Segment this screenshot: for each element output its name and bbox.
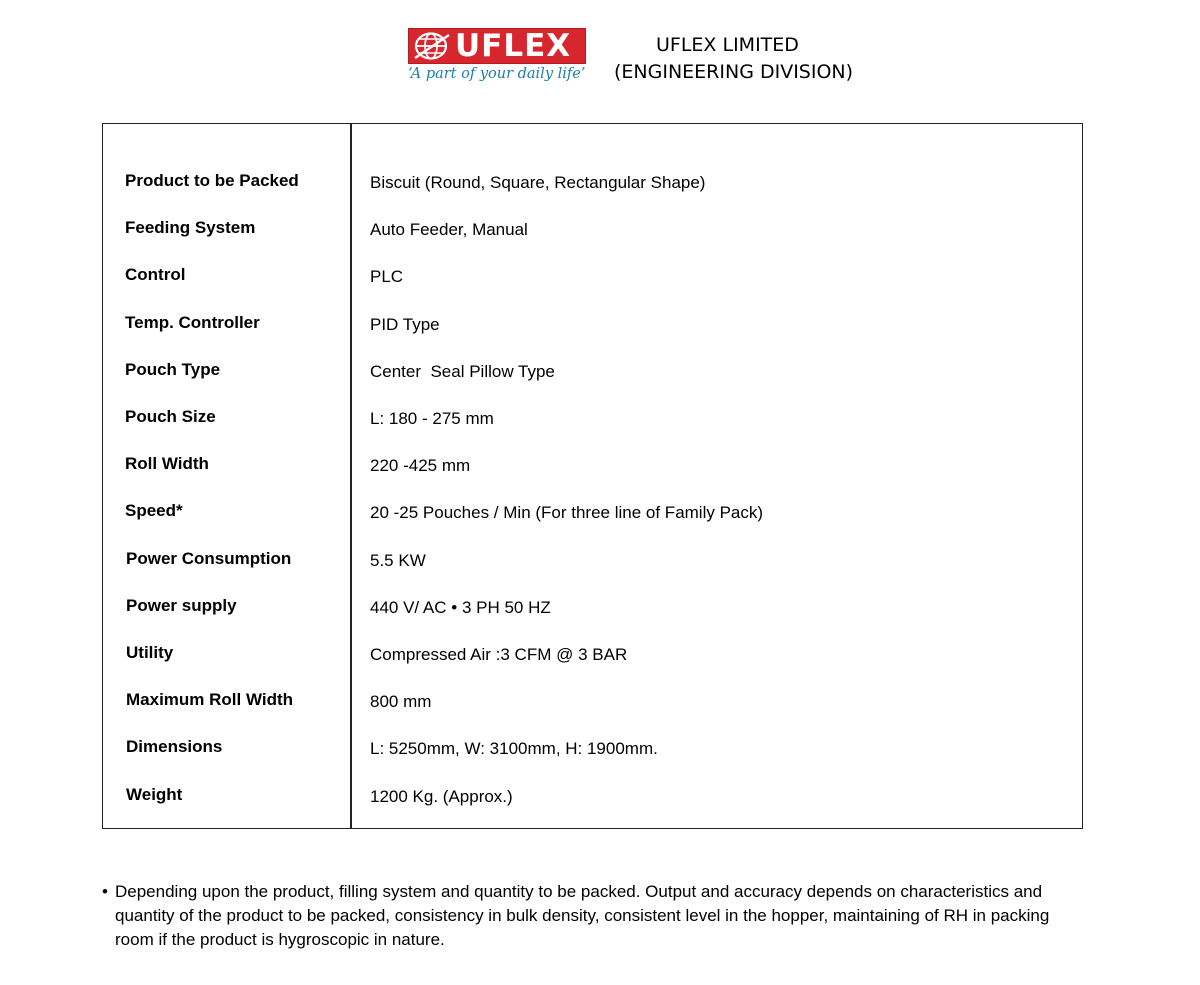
division-name: (ENGINEERING DIVISION)	[614, 61, 854, 83]
spec-value: 1200 Kg. (Approx.)	[370, 786, 513, 806]
spec-label: Power Consumption	[126, 548, 292, 568]
logo-tagline: ‘A part of your daily life’	[408, 66, 586, 82]
spec-value: 440 V/ AC • 3 PH 50 HZ	[370, 597, 551, 617]
spec-label: Power supply	[126, 595, 237, 615]
spec-label: Utility	[126, 643, 174, 662]
spec-label: Pouch Size	[125, 407, 216, 426]
spec-row	[103, 736, 1082, 766]
spec-label: Weight	[126, 784, 183, 804]
spec-value: PID Type	[370, 314, 440, 334]
globe-icon	[413, 31, 451, 61]
spec-value: 220 -425 mm	[370, 456, 471, 476]
spec-row	[103, 170, 1082, 200]
spec-value: L: 5250mm, W: 3100mm, H: 1900mm.	[370, 739, 658, 759]
spec-value: Compressed Air :3 CFM @ 3 BAR	[370, 645, 628, 664]
spec-row	[103, 642, 1082, 672]
spec-row	[103, 264, 1082, 294]
spec-row	[103, 548, 1082, 578]
spec-label: Control	[125, 265, 186, 285]
spec-label: Product to be Packed	[125, 171, 299, 190]
spec-value: Auto Feeder, Manual	[370, 220, 528, 240]
spec-row	[103, 406, 1082, 436]
spec-label: Pouch Type	[125, 359, 221, 379]
spec-value: PLC	[370, 267, 404, 287]
spec-row	[103, 453, 1082, 483]
spec-value: Center Seal Pillow Type	[370, 361, 555, 381]
spec-table	[102, 123, 1083, 829]
footnote-bullet: •	[102, 882, 108, 901]
spec-row	[103, 595, 1082, 625]
spec-value: Biscuit (Round, Square, Rectangular Shape)	[370, 173, 706, 192]
spec-row	[103, 689, 1082, 719]
spec-value: 20 -25 Pouches / Min (For three line of Family Pack)	[370, 503, 764, 523]
logo-badge	[408, 28, 586, 64]
spec-value: 800 mm	[370, 692, 432, 712]
document-header	[408, 28, 928, 98]
company-block	[614, 32, 914, 86]
spec-row	[103, 359, 1082, 389]
spec-row	[103, 784, 1082, 814]
spec-row	[103, 312, 1082, 342]
logo-wordmark: UFLEX	[455, 28, 572, 64]
spec-value: L: 180 - 275 mm	[370, 409, 494, 428]
spec-label: Temp. Controller	[125, 312, 260, 332]
footnote	[102, 880, 1092, 952]
footnote-text: Depending upon the product, filling system and quantity to be packed. Output and accuracy depends on characteristics and quantity of the product to be packed, consistency in bulk density, consistent level in the hopper, maintaining of RH in packing room if the product is hygroscopic in nature.	[115, 882, 1050, 949]
company-name: UFLEX LIMITED	[656, 34, 799, 56]
spec-label: Maximum Roll Width	[126, 690, 294, 710]
spec-label: Speed*	[125, 501, 183, 521]
spec-value: 5.5 KW	[370, 550, 426, 570]
spec-label: Feeding System	[125, 218, 256, 238]
spec-row	[103, 217, 1082, 247]
spec-row	[103, 500, 1082, 530]
spec-label: Dimensions	[126, 737, 223, 757]
uflex-logo	[408, 28, 586, 88]
spec-label: Roll Width	[125, 454, 209, 474]
